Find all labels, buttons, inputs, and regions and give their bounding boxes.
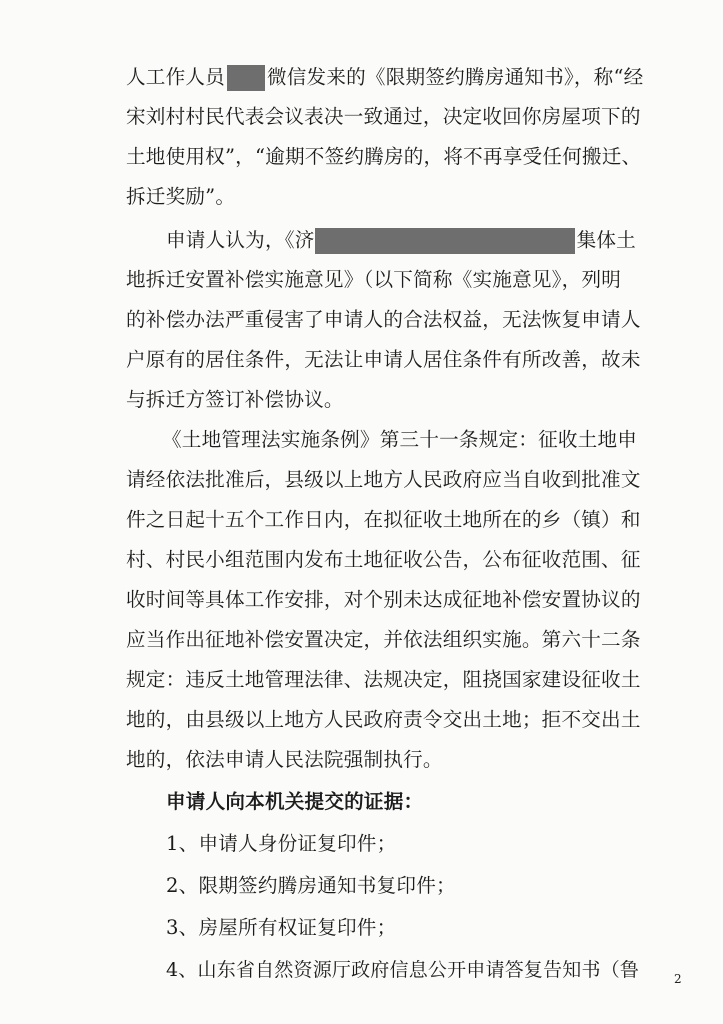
paragraph1-line2: 宋刘村村民代表会议表决一致通过，决定收回你房屋项下的	[126, 105, 641, 128]
evidence-item: 3、房屋所有权证复印件；	[166, 916, 397, 939]
text-segment: 微信发来的《限期签约腾房通知书》，称“经	[266, 65, 644, 89]
paragraph1-line1	[126, 65, 643, 91]
paragraph3-line6: 应当作出征地补偿安置决定，并依法组织实施。第六十二条	[126, 628, 641, 651]
paragraph3-line2: 请经依法批准后，县级以上地方人民政府应当自收到批准文	[126, 468, 641, 491]
paragraph3-line1: 《土地管理法实施条例》第三十一条规定：征收土地申	[162, 428, 638, 451]
page-number: 2	[674, 972, 682, 986]
paragraph2-line4: 户原有的居住条件，无法让申请人居住条件有所改善，故未	[126, 348, 641, 371]
paragraph2-line1	[166, 228, 636, 254]
paragraph3-line8: 地的，由县级以上地方人民政府责令交出土地；拒不交出土	[126, 708, 641, 731]
paragraph3-line9: 地的，依法申请人民法院强制执行。	[126, 748, 443, 771]
paragraph3-line7: 规定：违反土地管理法律、法规决定，阻挠国家建设征收土	[126, 668, 641, 691]
paragraph3-line4: 村、村民小组范围内发布土地征收公告，公布征收范围、征	[126, 548, 641, 571]
paragraph1-line3: 土地使用权”，“逾期不签约腾房的，将不再享受任何搬迁、	[126, 145, 642, 168]
paragraph2-line5: 与拆迁方签订补偿协议。	[126, 388, 344, 411]
paragraph2-line3: 的补偿办法严重侵害了申请人的合法权益，无法恢复申请人	[126, 308, 641, 331]
evidence-heading: 申请人向本机关提交的证据：	[166, 790, 424, 813]
paragraph3-line3: 件之日起十五个工作日内，在拟征收土地所在的乡（镇）和	[126, 508, 641, 531]
evidence-item: 4、山东省自然资源厅政府信息公开申请答复告知书（鲁	[166, 959, 640, 981]
text-segment: 申请人认为，《济	[166, 228, 315, 252]
text-segment: 人工作人员	[126, 65, 225, 89]
paragraph1-line4: 拆迁奖励”。	[126, 185, 236, 208]
redaction-block	[227, 65, 265, 91]
redaction-block	[315, 228, 575, 254]
paragraph3-line5: 收时间等具体工作安排，对个别未达成征地补偿安置协议的	[126, 588, 641, 611]
evidence-item: 1、申请人身份证复印件；	[166, 832, 397, 855]
paragraph2-line2: 地拆迁安置补偿实施意见》（以下简称《实施意见》，列明	[126, 268, 622, 291]
text-segment: 集体土	[576, 228, 636, 252]
evidence-item: 2、限期签约腾房通知书复印件；	[166, 874, 456, 897]
